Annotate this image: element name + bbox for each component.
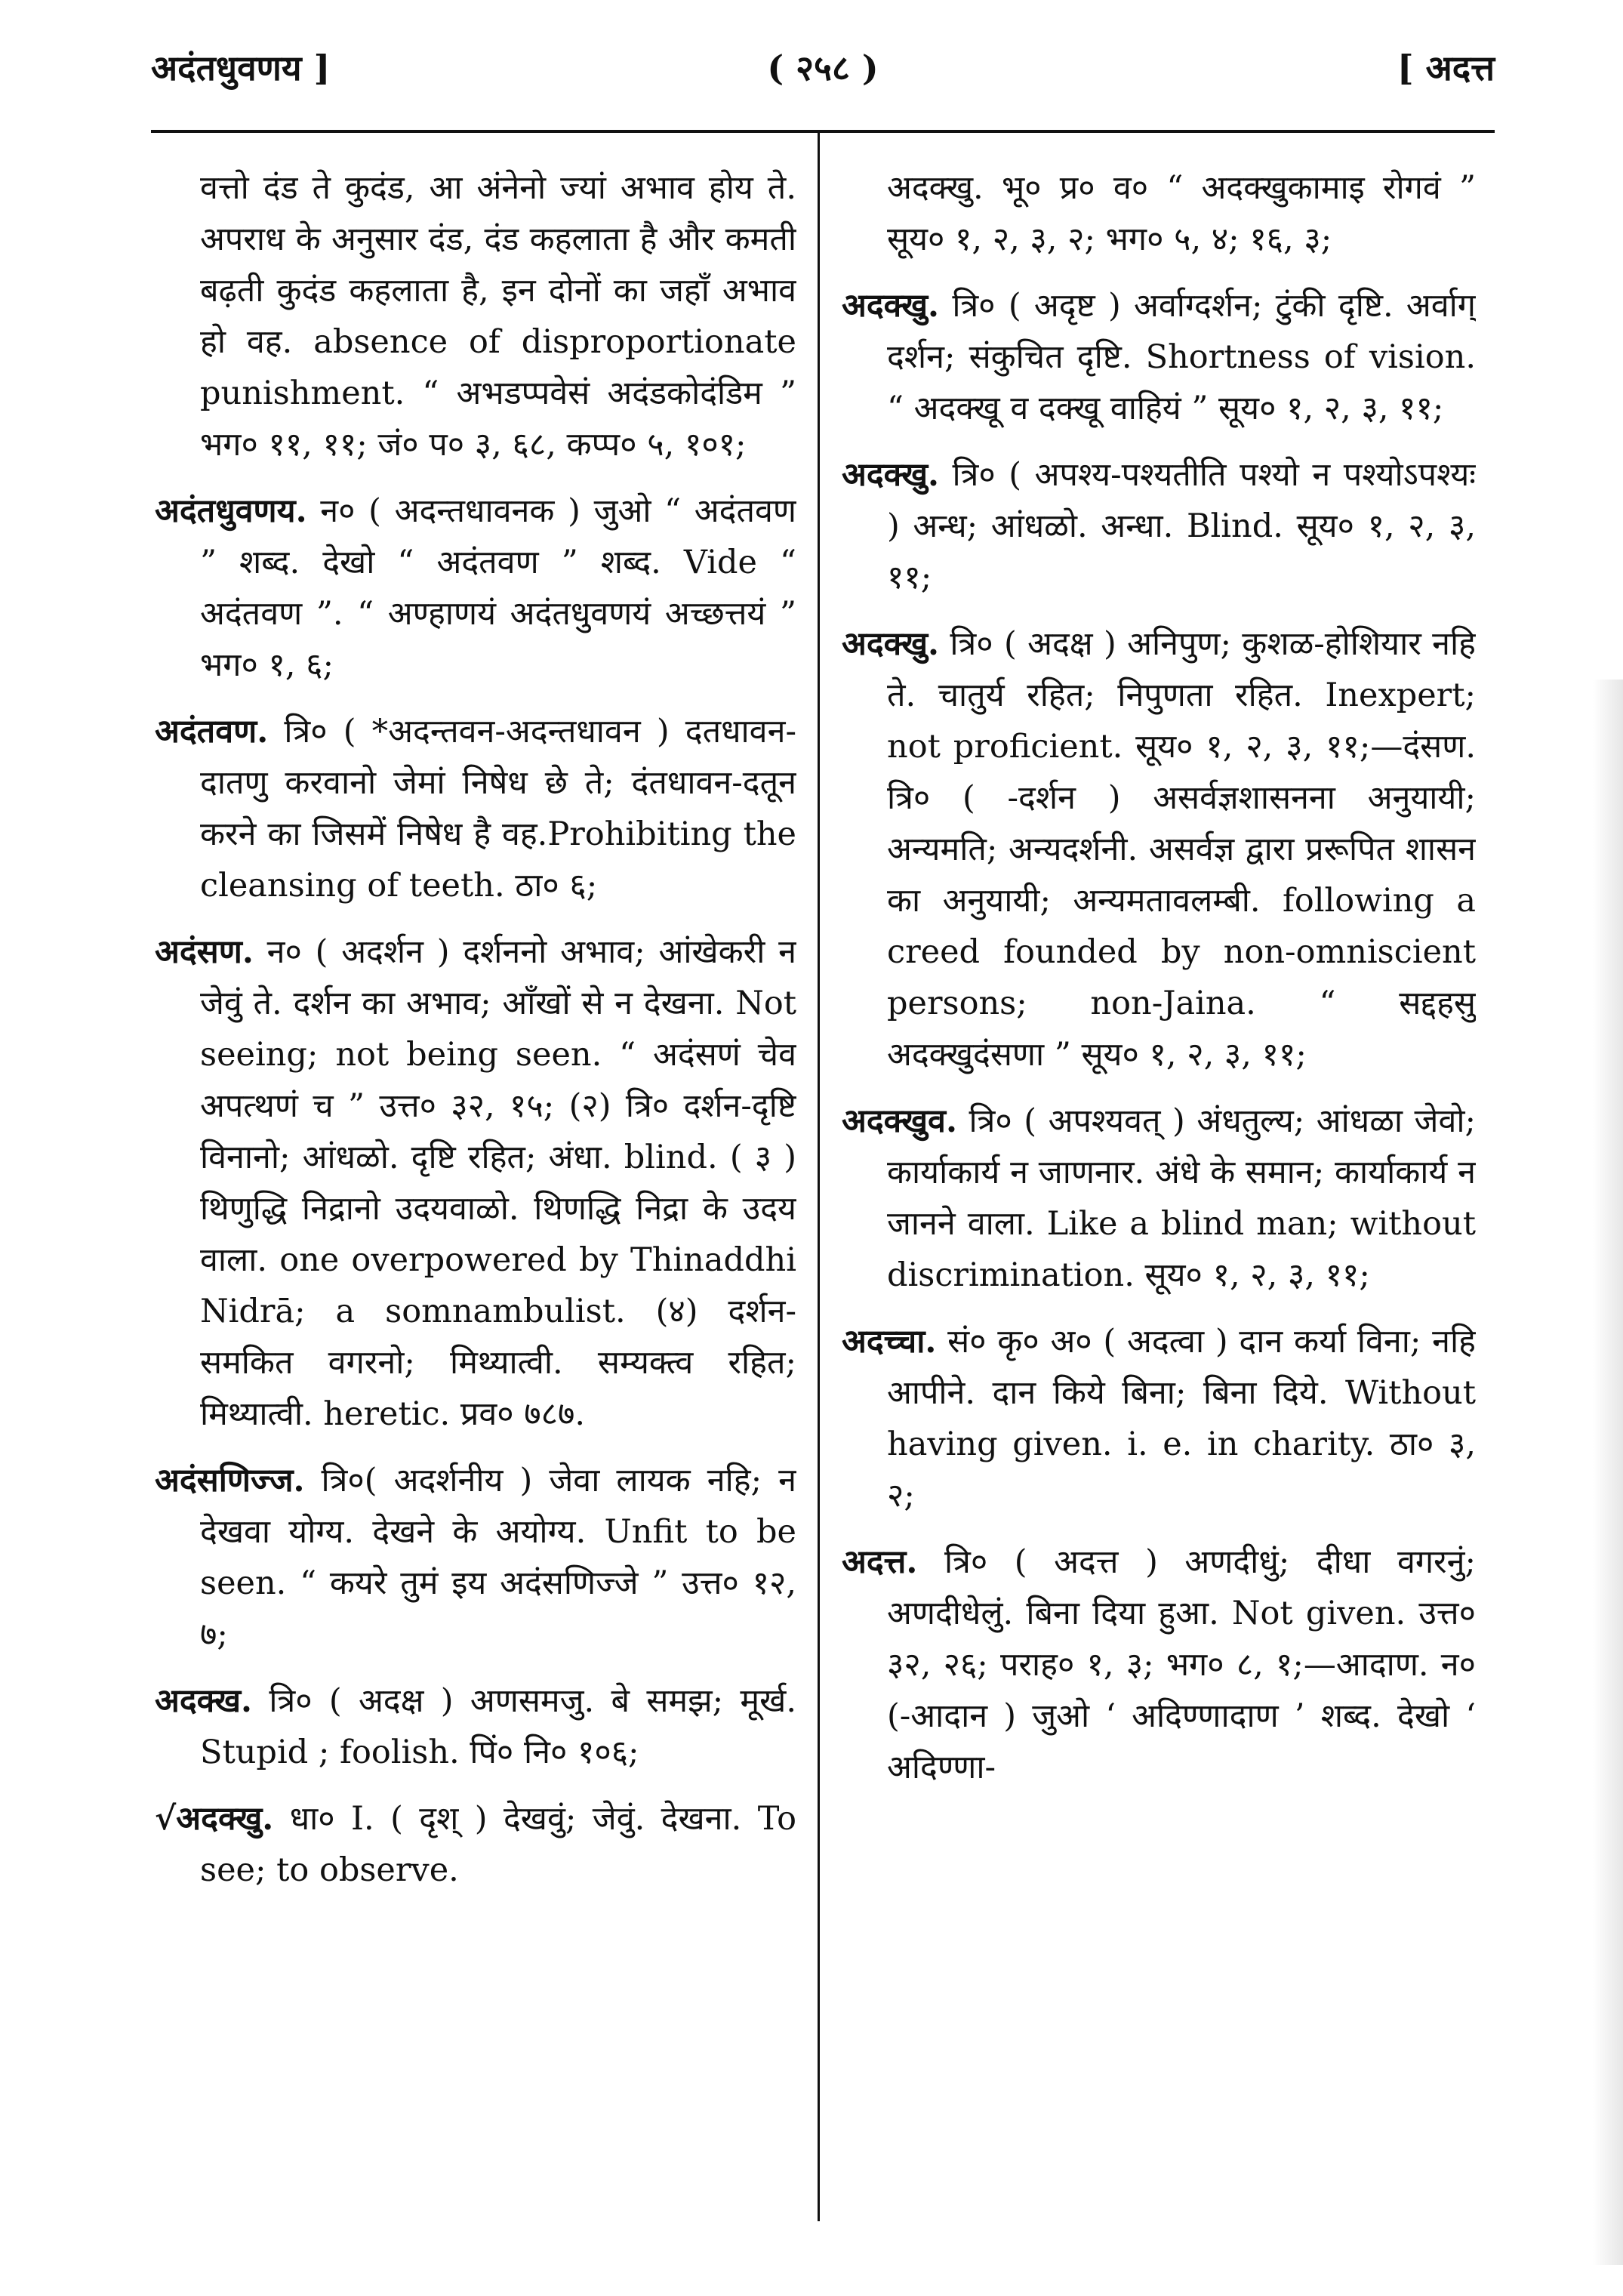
headword: अदत्त. [842, 1543, 918, 1581]
dictionary-entry [842, 162, 1476, 265]
headword: अदच्चा. [842, 1323, 937, 1361]
headword: अदंसण. [155, 933, 254, 971]
headword: अदंतवण. [155, 713, 269, 750]
headword: अदक्खु. [842, 456, 940, 494]
entry-body: वत्तो दंड ते कुदंड, आ अंनेनो ज्यां अभाव होय ते. अपराध के अनुसार दंड, दंड कहलाता है और कमती बढ़ती कुदंड कहलाता है, इन दोनों का जहाँ अभाव हो वह. absence of disproportionate punishment. “ अभडप्पवेसं अदंडकोदंडिम ” भग० ११, ११; जं० प० ३, ६८, कप्प० ५, १०१; [200, 169, 796, 464]
entry-body: न० ( अदर्शन ) दर्शननो अभाव; आंखेकरी न जेवुं ते. दर्शन का अभाव; आँखों से न देखना. Not seeing; not being seen. “ अदंसणं चेव अपत्थणं च ” उत्त० ३२, १५; (२) त्रि० दर्शन-दृष्टि विनानो; आंधळो. दृष्टि रहित; अंधा. blind. ( ३ ) थिणुद्धि निद्रानो उदयवाळो. थिणद्धि निद्रा के उदय वाला. one overpowered by Thinaddhi Nidrā; a somnambulist. (४) दर्शन-समकित वगरनो; मिथ्यात्वी. सम्यक्त्व रहित; मिथ्यात्वी. heretic. प्रव० ७८७. [200, 933, 796, 1433]
dictionary-entry [155, 162, 796, 470]
headword: अदक्ख. [155, 1682, 253, 1720]
entry-body: त्रि० ( अदत्त ) अणदीधुं; दीधा वगरनुं; अणदीधेलुं. बिना दिया हुआ. Not given. उत्त० ३२, २६; पराह० १, ३; भग० ८, १;—आदाण. न० (-आदान ) जुओ ‘ अदिण्णादाण ’ शब्द. देखो ‘ अदिण्णा- [887, 1543, 1476, 1786]
dictionary-entry [155, 706, 796, 911]
dictionary-entry [842, 449, 1476, 603]
dictionary-entry [842, 1316, 1476, 1521]
entry-body: त्रि० ( अदक्ष ) अणसमजु. बे समझ; मूर्ख. Stupid ; foolish. पिं० नि० १०६; [200, 1682, 796, 1771]
headword: अदक्खु. [842, 625, 940, 663]
headword: अदंसणिज्ज. [155, 1462, 305, 1499]
dictionary-entry [155, 485, 796, 691]
dictionary-entry [155, 1455, 796, 1660]
dictionary-entry [842, 1536, 1476, 1793]
right-column [842, 162, 1476, 2246]
entry-body: त्रि० ( अदृष्ट ) अर्वाग्दर्शन; टुंकी दृष्टि. अर्वाग् दर्शन; संकुचित दृष्टि. Shortness of vision. “ अदक्खू व दक्खू वाहियं ” सूय० १, २, ३, ११; [887, 287, 1476, 427]
dictionary-entry [842, 1096, 1476, 1301]
headword: √अदक्खु. [155, 1800, 274, 1838]
header-rule [151, 130, 1495, 133]
dictionary-entry [842, 618, 1476, 1080]
header-right-guideword: [ अदत्त [1397, 48, 1495, 88]
entry-body: अदक्खु. भू० प्र० व० “ अदक्खुकामाइ रोगवं ” सूय० १, २, ३, २; भग० ५, ४; १६, ३; [887, 169, 1476, 258]
page-number: ( २५८ ) [767, 48, 879, 88]
dictionary-entry [155, 1675, 796, 1778]
dictionary-entry [155, 926, 796, 1440]
entry-body: न० ( अदन्तधावनक ) जुओ “ अदंतवण ” शब्द. देखो “ अदंतवण ” शब्द. Vide “ अदंतवण ”. “ अण्हाणयं अदंतधुवणयं अच्छत्तयं ” भग० १, ६; [200, 492, 796, 684]
headword: अदक्खु. [842, 287, 940, 325]
entry-body: त्रि० ( अपश्य-पश्यतीति पश्यो न पश्योऽपश्यः ) अन्ध; आंधळो. अन्धा. Blind. सूय० १, २, ३, ११; [887, 456, 1476, 596]
dictionary-entry [842, 280, 1476, 434]
left-column [155, 162, 796, 2246]
entry-body: त्रि० ( अपश्यवत् ) अंधतुल्य; आंधळा जेवो; कार्याकार्य न जाणनार. अंधे के समान; कार्याकार्य न जानने वाला. Like a blind man; without discrimination. सूय० १, २, ३, ११; [887, 1102, 1476, 1294]
dictionary-entry [155, 1793, 796, 1896]
entry-body: त्रि० ( *अदन्तवन-अदन्तधावन ) दतधावन-दातणु करवानो जेमां निषेध छे ते; दंतधावन-दतून करने का जिसमें निषेध है वह.Prohibiting the cleansing of teeth. ठा० ६; [200, 713, 796, 905]
header-left-guideword: अदंतधुवणय ] [151, 48, 331, 88]
headword: अदक्खुव. [842, 1102, 957, 1140]
entry-body: धा० I. ( दृश् ) देखवुं; जेवुं. देखना. To see; to observe. [200, 1800, 796, 1889]
entry-body: सं० कृ० अ० ( अदत्वा ) दान कर्या विना; नहि आपीने. दान किये बिना; बिना दिये. Without having given. i. e. in charity. ठा० ३, २; [887, 1323, 1476, 1515]
headword: अदंतधुवणय. [155, 492, 307, 530]
entry-body: त्रि०( अदर्शनीय ) जेवा लायक नहि; न देखवा योग्य. देखने के अयोग्य. Unfit to be seen. “ कयरे तुमं इय अदंसणिज्जे ” उत्त० १२, ७; [200, 1462, 796, 1653]
entry-body: त्रि० ( अदक्ष ) अनिपुण; कुशळ-होशियार नहि ते. चातुर्य रहित; निपुणता रहित. Inexpert; not proficient. सूय० १, २, ३, ११;—दंसण. त्रि० ( -दर्शन ) असर्वज्ञशासनना अनुयायी; अन्यमति; अन्यदर्शनी. असर्वज्ञ द्वारा प्ररूपित शासन का अनुयायी; अन्यमतावलम्बी. following a creed founded by non-omniscient persons; non-Jaina. “ सद्दहसु अदक्खुदंसणा ” सूय० १, २, ३, ११; [887, 625, 1476, 1074]
page-edge-shadow [1593, 680, 1623, 2265]
column-divider [818, 130, 820, 2221]
page-header [151, 44, 1495, 112]
